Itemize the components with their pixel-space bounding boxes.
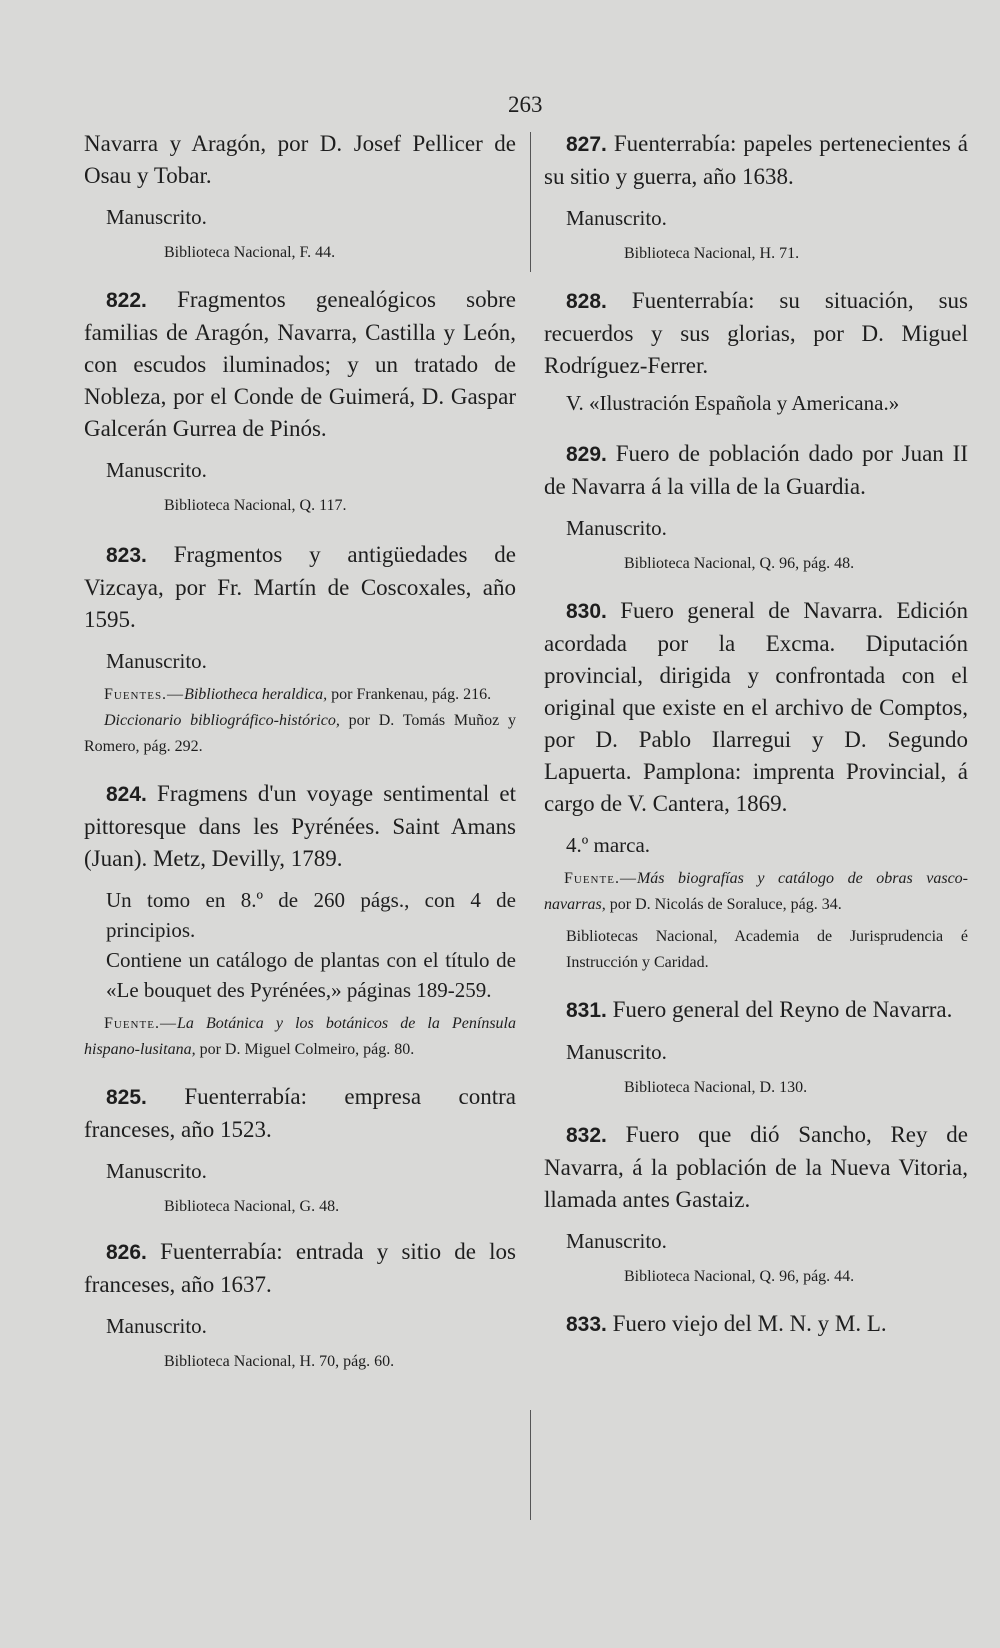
entry-text	[544, 1308, 968, 1341]
entry-822	[84, 284, 516, 519]
entry-824	[84, 778, 516, 1063]
physical-description: Un tomo en 8.º de 260 págs., con 4 de principios.	[106, 888, 516, 942]
entry-number: 823.	[106, 544, 147, 567]
manuscript-label: Manuscrito.	[566, 1040, 667, 1064]
entry-828	[544, 285, 968, 418]
entry-title: Fuero general de Navarra. Edición acordada por la Excma. Diputación provincial, dirigida y confrontada con el original que existe en el archivo de Comptos, por D. Pablo Ilarregui y D. Segundo Lapuerta. Pamplona: imprenta Provincial, á cargo de V. Cantera, 1869.	[544, 598, 969, 816]
entry-continued	[84, 128, 516, 266]
entry-text	[84, 1081, 516, 1146]
entry-831	[544, 994, 968, 1101]
manuscript-label: Manuscrito.	[106, 458, 207, 482]
sources-label: Fuente.—	[564, 870, 637, 887]
entry-827	[544, 128, 968, 267]
library-location: Biblioteca Nacional, Q. 96, pág. 48.	[624, 555, 855, 572]
source-detail: por D. Miguel Colmeiro, pág. 80.	[195, 1041, 415, 1058]
entry-title: Fragmentos genealógicos sobre familias de Aragón, Navarra, Castilla y León, con escudos iluminados; y un tratado de Nobleza, por el Conde de Guimerá, D. Gaspar Galcerán Gurrea de Pinós.	[84, 287, 517, 441]
manuscript-label: Manuscrito.	[106, 1314, 207, 1338]
manuscript-label: Manuscrito.	[566, 206, 667, 230]
library-location: Biblioteca Nacional, Q. 117.	[164, 497, 347, 514]
entry-text	[84, 539, 516, 636]
entry-number: 833.	[566, 1313, 607, 1336]
entry-number: 829.	[566, 443, 607, 466]
entry-833	[544, 1308, 968, 1341]
entry-text	[544, 994, 968, 1027]
right-column	[544, 128, 968, 1341]
sources	[84, 682, 516, 760]
library-location: Biblioteca Nacional, Q. 96, pág. 44.	[624, 1268, 855, 1285]
entry-title: Fuenterrabía: papeles pertenecientes á su sitio y guerra, año 1638.	[544, 131, 968, 189]
entry-text: Navarra y Aragón, por D. Josef Pellicer de Osau y Tobar.	[84, 131, 516, 188]
entry-title: Fuero viejo del M. N. y M. L.	[612, 1311, 887, 1336]
source-detail: por D. Tomás Muñoz y Romero, pág. 292.	[84, 712, 516, 755]
manuscript-label: Manuscrito.	[106, 205, 207, 229]
entry-number: 828.	[566, 290, 607, 313]
see-reference: V. «Ilustración Española y Americana.»	[566, 391, 900, 415]
library-location: Bibliotecas Nacional, Academia de Jurisprudencia é Instrucción y Caridad.	[566, 928, 968, 971]
column-divider-bottom	[530, 1410, 531, 1520]
entry-title: Fuenterrabía: empresa contra franceses, año 1523.	[84, 1084, 516, 1142]
entry-text	[544, 128, 968, 193]
contents-note: Contiene un catálogo de plantas con el título de «Le bouquet des Pyrénées,» páginas 189-259.	[106, 948, 516, 1002]
sources-label: Fuentes.—	[104, 686, 185, 703]
format-note: 4.º marca.	[566, 833, 651, 857]
entry-text	[84, 284, 516, 445]
entry-text	[84, 778, 516, 875]
entry-text	[84, 1236, 516, 1301]
entry-number: 822.	[106, 289, 147, 312]
entry-title: Fuero general del Reyno de Navarra.	[612, 997, 953, 1022]
entry-title: Fragmentos y antigüedades de Vizcaya, por Fr. Martín de Coscoxales, año 1595.	[84, 542, 516, 632]
entry-826	[84, 1236, 516, 1375]
entry-title: Fuenterrabía: su situación, sus recuerdos y sus glorias, por D. Miguel Rodríguez-Ferrer.	[544, 288, 968, 378]
entry-title: Fragmens d'un voyage sentimental et pittoresque dans les Pyrénées. Saint Amans (Juan). Metz, Devilly, 1789.	[84, 781, 517, 871]
source-detail: por Frankenau, pág. 216.	[327, 686, 492, 703]
column-divider-top	[530, 132, 531, 272]
entry-title: Fuero de población dado por Juan II de Navarra á la villa de la Guardia.	[544, 441, 968, 499]
sources-label: Fuente.—	[104, 1015, 177, 1032]
entry-829	[544, 438, 968, 577]
sources	[84, 1011, 516, 1063]
left-column	[84, 128, 516, 1375]
entry-number: 824.	[106, 783, 147, 806]
entry-832	[544, 1119, 968, 1290]
entry-text	[544, 595, 968, 820]
source-title: Bibliotheca heraldica,	[184, 686, 328, 703]
entry-830	[544, 595, 968, 976]
library-location: Biblioteca Nacional, H. 70, pág. 60.	[164, 1353, 395, 1370]
manuscript-label: Manuscrito.	[566, 1229, 667, 1253]
library-location: Biblioteca Nacional, G. 48.	[164, 1198, 340, 1215]
entry-number: 831.	[566, 999, 607, 1022]
page-number: 263	[508, 92, 543, 117]
entry-title: Fuero que dió Sancho, Rey de Navarra, á la población de la Nueva Vitoria, llamada antes Gastaiz.	[544, 1122, 968, 1212]
entry-text	[544, 438, 968, 503]
source-title: Diccionario bibliográfico-histórico,	[104, 712, 340, 729]
entry-number: 830.	[566, 600, 607, 623]
source-title: La Botánica y los botánicos de la Península hispano-lusitana,	[84, 1015, 516, 1058]
entry-number: 827.	[566, 133, 607, 156]
entry-text	[544, 285, 968, 382]
manuscript-label: Manuscrito.	[566, 516, 667, 540]
source-title: Más biografías y catálogo de obras vasco-navarras,	[544, 870, 968, 913]
sources	[544, 866, 968, 918]
library-location: Biblioteca Nacional, F. 44.	[164, 244, 336, 261]
entry-number: 825.	[106, 1086, 147, 1109]
entry-number: 832.	[566, 1124, 607, 1147]
entry-text	[544, 1119, 968, 1216]
entry-number: 826.	[106, 1241, 147, 1264]
entry-823	[84, 539, 516, 760]
manuscript-label: Manuscrito.	[106, 1159, 207, 1183]
manuscript-label: Manuscrito.	[106, 649, 207, 673]
entry-title: Fuenterrabía: entrada y sitio de los franceses, año 1637.	[84, 1239, 517, 1297]
entry-825	[84, 1081, 516, 1220]
library-location: Biblioteca Nacional, H. 71.	[624, 245, 800, 262]
source-detail: por D. Nicolás de Soraluce, pág. 34.	[605, 896, 842, 913]
library-location: Biblioteca Nacional, D. 130.	[624, 1079, 808, 1096]
